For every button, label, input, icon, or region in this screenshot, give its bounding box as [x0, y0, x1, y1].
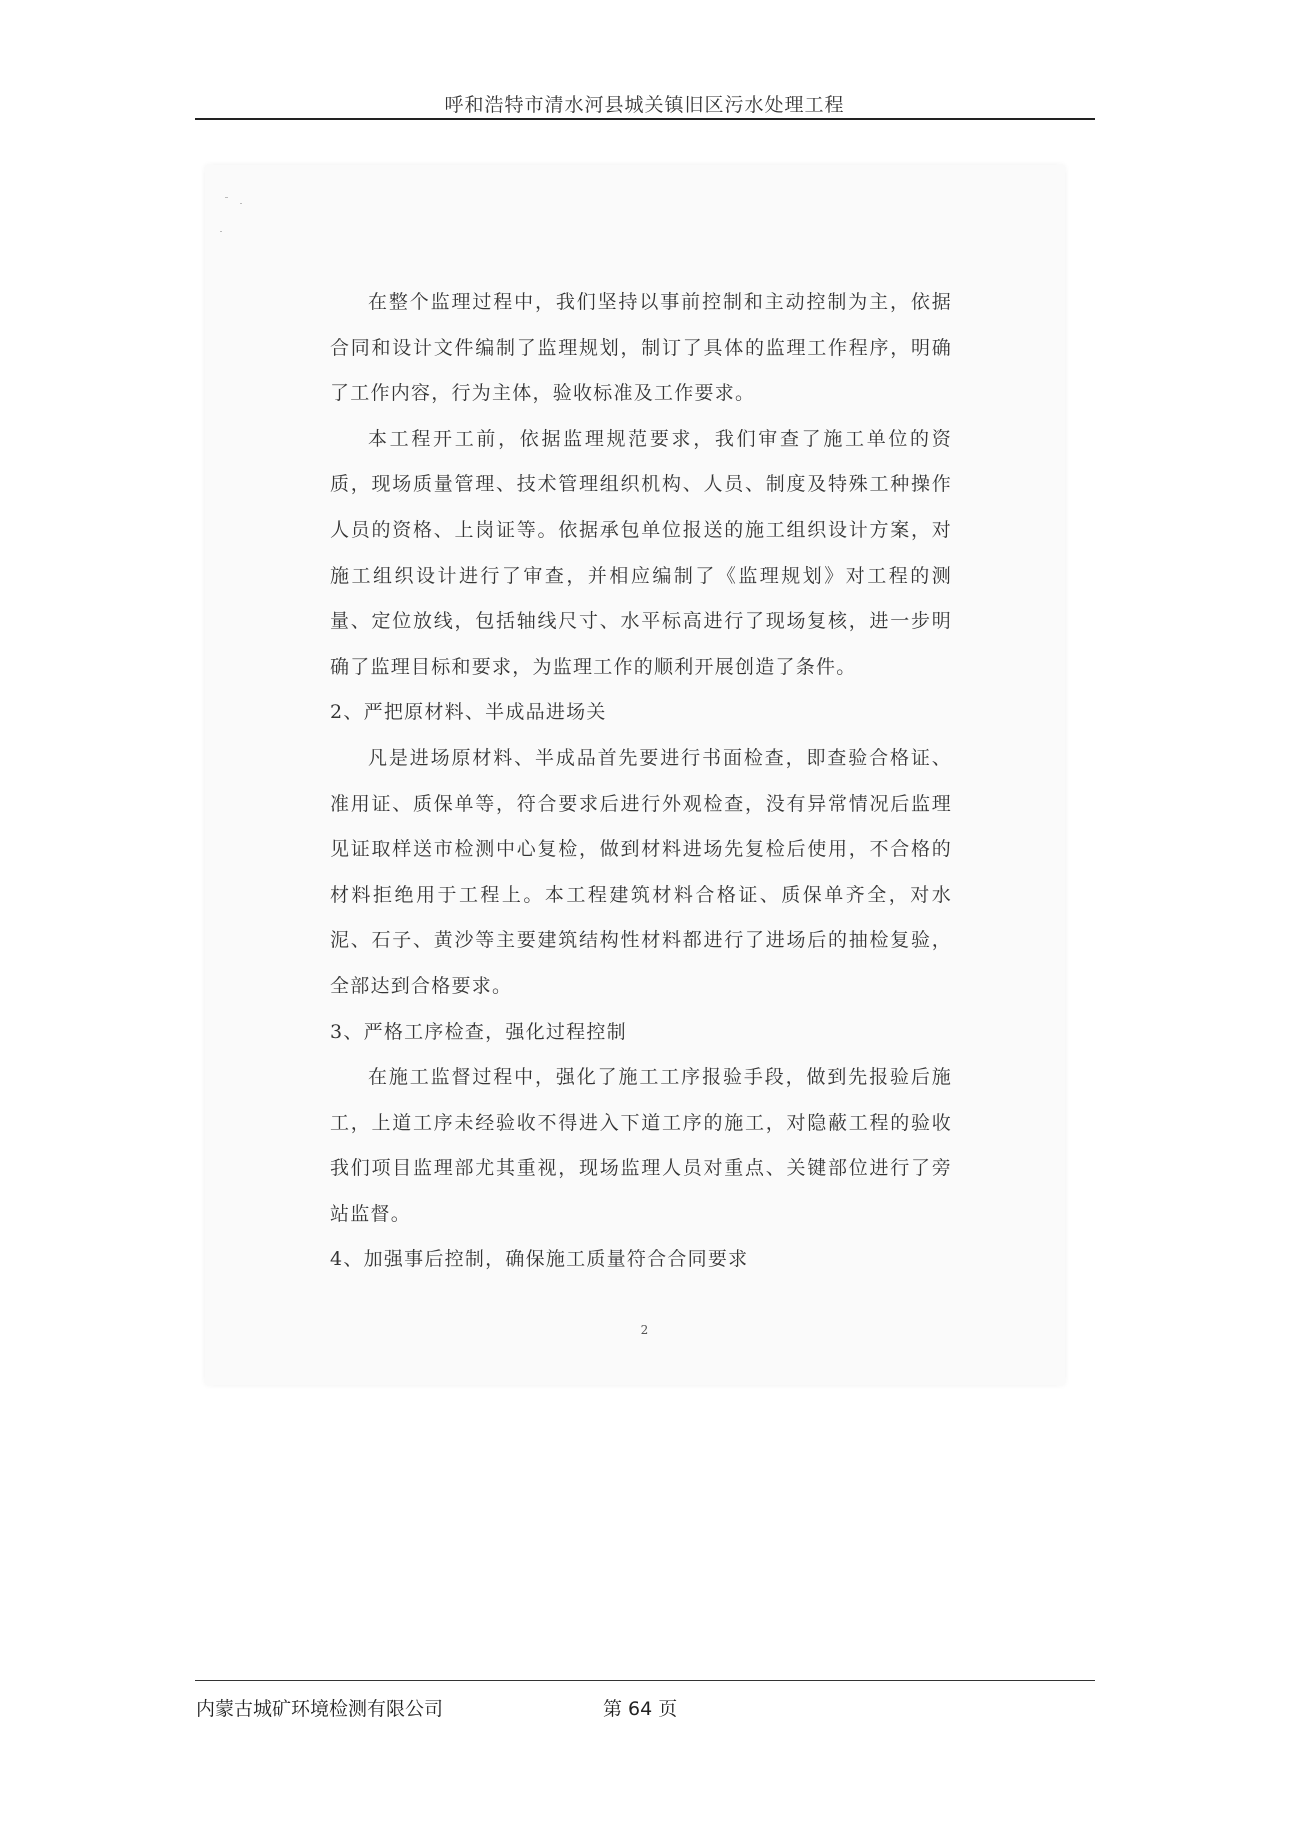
document-header-title: 呼和浩特市清水河县城关镇旧区污水处理工程 [444, 94, 845, 116]
section-heading: 2、严把原材料、半成品进场关 [330, 701, 607, 724]
section-heading: 4、加强事后控制，确保施工质量符合合同要求 [330, 1248, 749, 1271]
footer-divider [195, 1680, 1095, 1681]
scan-speck [220, 231, 222, 232]
footer-company-name: 内蒙古城矿环境检测有限公司 [196, 1698, 444, 1720]
scan-speck [225, 197, 228, 198]
body-paragraph: 在施工监督过程中，强化了施工工序报验手段，做到先报验后施工，上道工序未经验收不得进入下道工序的施工，对隐蔽工程的验收我们项目监理部尤其重视，现场监理人员对重点、关键部位进行了旁站监督。 [330, 1066, 952, 1225]
header-divider [195, 118, 1095, 120]
section-heading: 3、严格工序检查，强化过程控制 [330, 1020, 627, 1043]
body-paragraph: 凡是进场原材料、半成品首先要进行书面检查，即查验合格证、准用证、质保单等，符合要求后进行外观检查，没有异常情况后监理见证取样送市检测中心复检，做到材料进场先复检后使用，不合格的材料拒绝用于工程上。本工程建筑材料合格证、质保单齐全，对水泥、石子、黄沙等主要建筑结构性材料都进行了进场后的抽检复验，全部达到合格要求。 [330, 746, 952, 997]
inner-page-number: 2 [640, 1323, 649, 1337]
footer-page-number: 第 64 页 [603, 1698, 678, 1720]
body-paragraph: 在整个监理过程中，我们坚持以事前控制和主动控制为主，依据合同和设计文件编制了监理规划，制订了具体的监理工作程序，明确了工作内容，行为主体，验收标准及工作要求。 [330, 291, 952, 405]
body-paragraph: 本工程开工前，依据监理规范要求，我们审查了施工单位的资质，现场质量管理、技术管理组织机构、人员、制度及特殊工种操作人员的资格、上岗证等。依据承包单位报送的施工组织设计方案，对施工组织设计进行了审查，并相应编制了《监理规划》对工程的测量、定位放线，包括轴线尺寸、水平标高进行了现场复核，进一步明确了监理目标和要求，为监理工作的顺利开展创造了条件。 [330, 427, 952, 678]
scan-speck [240, 203, 242, 204]
document-body [330, 280, 952, 1283]
